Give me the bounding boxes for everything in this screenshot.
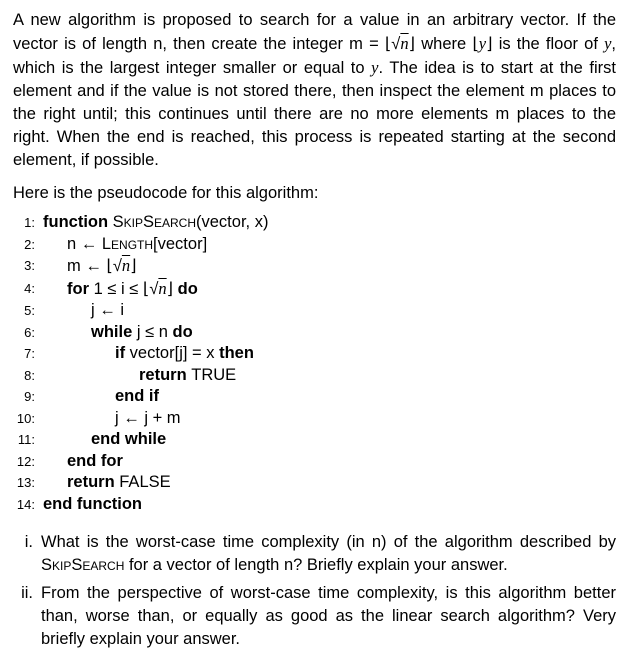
text-segment: SkipSearch (41, 556, 125, 574)
pseudocode-line (13, 300, 616, 322)
text-segment: (vector, x) (196, 213, 269, 231)
line-code (43, 234, 207, 256)
text-segment: then (219, 344, 254, 362)
question-label: ii. (21, 584, 33, 602)
text-segment: ⌋ is the floor of (486, 35, 605, 53)
text-segment: ⌋ (130, 257, 137, 275)
line-code (43, 255, 137, 278)
line-number: 2: (24, 236, 35, 252)
text-segment: j ← i (91, 301, 124, 319)
question-item (13, 531, 616, 577)
pseudocode-line (13, 408, 616, 430)
text-segment: SkipSearch (112, 213, 197, 231)
line-number: 8: (24, 367, 35, 383)
line-number: 7: (24, 346, 35, 361)
text-segment: end while (91, 430, 167, 448)
text-segment: . The idea is to start at the first element and if the value is not stored there, then inspect the element m places to the right until; this continues until there are no more elements m places to the right. When the end is reached, this process is repeated starting at the second element, if possible. (13, 59, 616, 169)
text-segment: ⌋ (166, 279, 178, 298)
line-code (43, 451, 123, 473)
pseudocode-line (13, 343, 616, 365)
line-number: 4: (24, 280, 35, 296)
pseudocode-line (13, 212, 616, 234)
pseudocode-line (13, 386, 616, 408)
pseudocode-block (13, 212, 616, 515)
text-segment: n (400, 34, 409, 53)
text-segment: What is the worst-case time complexity (in n) of the algorithm described by (41, 533, 616, 551)
text-segment: y (371, 58, 379, 77)
text-segment: return (139, 365, 192, 384)
pseudocode-line (13, 234, 616, 256)
line-number: 3: (24, 258, 35, 273)
question-item (13, 582, 616, 651)
pseudocode-line (13, 429, 616, 451)
line-code (43, 386, 159, 408)
text-segment: return (67, 473, 120, 491)
pseudocode-intro: Here is the pseudocode for this algorithm: (13, 184, 319, 202)
line-code (43, 408, 181, 430)
text-segment: j ← j + m (115, 408, 181, 427)
text-segment: do (172, 322, 193, 341)
line-number: 1: (24, 215, 35, 230)
line-number: 11: (17, 432, 35, 447)
line-code (43, 365, 236, 387)
line-code (43, 322, 193, 344)
text-segment: A new algorithm is proposed to search for a value in an arbitrary vector. If the vector is of length n, then create the integer m = ⌊√ (13, 11, 616, 53)
line-number: 13: (16, 475, 35, 490)
pseudocode-line (13, 365, 616, 387)
text-segment: vector[j] = x (129, 344, 220, 362)
text-segment: y (478, 34, 487, 53)
pseudocode-line (13, 322, 616, 344)
line-code (43, 494, 142, 516)
text-segment: ⌋ where ⌊ (408, 35, 479, 53)
text-segment: end function (43, 494, 142, 513)
line-code (43, 212, 268, 234)
text-segment: end if (115, 387, 159, 405)
text-segment: for (67, 279, 94, 298)
text-segment: [vector] (153, 234, 208, 253)
text-segment: function (43, 213, 113, 231)
line-code (43, 343, 254, 365)
pseudocode-line (13, 472, 616, 494)
line-number: 14: (16, 496, 35, 512)
pseudocode-line (13, 255, 616, 278)
question-label: i. (24, 533, 33, 551)
text-segment: y (604, 34, 612, 53)
text-segment: end for (67, 451, 123, 470)
text-segment: if (115, 344, 130, 362)
text-segment: do (177, 279, 198, 298)
line-code (43, 300, 124, 322)
line-number: 12: (16, 453, 35, 469)
text-segment: From the perspective of worst-case time complexity, is this algorithm better than, worse than, or equally as good as the linear search algorithm? Very briefly explain your answer. (41, 584, 616, 648)
text-segment: , which is the largest integer smaller or equal to (13, 35, 617, 77)
line-number: 6: (24, 324, 35, 340)
text-segment: n (158, 278, 167, 298)
intro-paragraph (13, 9, 616, 172)
text-segment: j ≤ n (136, 322, 173, 341)
line-number: 10: (16, 410, 35, 426)
pseudocode-line (13, 278, 616, 301)
line-code (43, 472, 171, 494)
text-segment: 1 ≤ i ≤ ⌊√ (93, 279, 159, 298)
text-segment: n ← (67, 234, 102, 253)
text-segment: n (121, 256, 131, 275)
text-segment: m ← ⌊√ (67, 257, 122, 275)
line-number: 9: (24, 389, 35, 404)
line-number: 5: (24, 303, 35, 318)
text-segment: while (91, 322, 137, 341)
questions-list (13, 531, 616, 651)
text-segment: Length (101, 234, 154, 253)
text-segment: TRUE (191, 365, 237, 384)
line-code (43, 278, 198, 301)
pseudocode-line (13, 494, 616, 516)
question-text (41, 582, 616, 651)
question-text (41, 531, 616, 577)
text-segment: for a vector of length n? Briefly explain your answer. (124, 556, 508, 574)
text-segment: FALSE (119, 473, 171, 491)
line-code (43, 429, 166, 451)
pseudocode-line (13, 451, 616, 473)
